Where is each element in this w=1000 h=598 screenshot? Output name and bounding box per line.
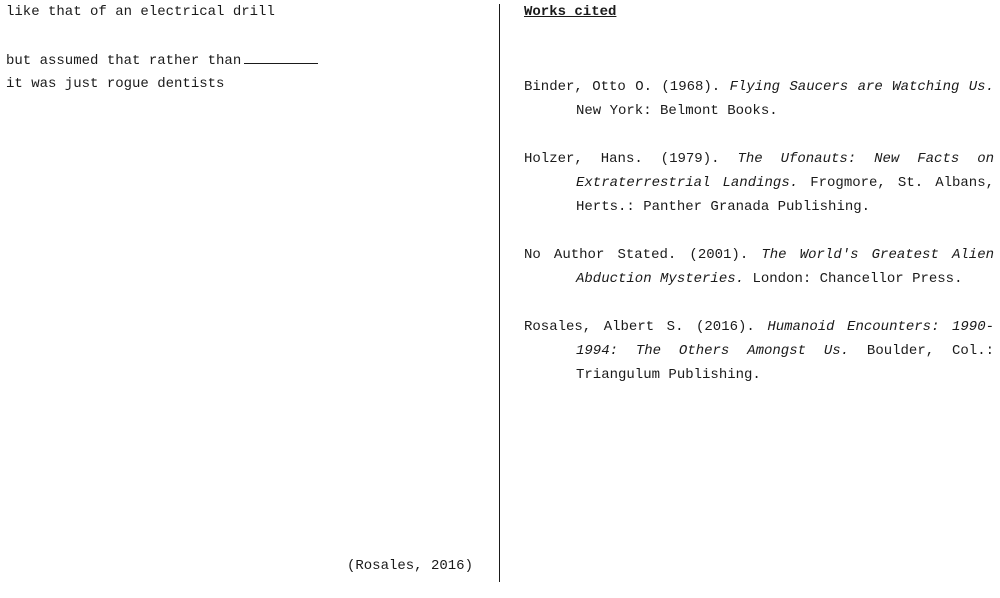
text-line-2-content: but assumed that rather than <box>6 53 242 69</box>
reference-author-year: Binder, Otto O. (1968). <box>524 79 721 95</box>
reference-publisher: London: Chancellor Press. <box>752 271 963 287</box>
reference-title: Flying Saucers are Watching Us. <box>729 79 994 95</box>
reference-title: Humanoid Encounters: 1990-1994: The Others Amongst Us. <box>576 319 995 359</box>
reference-publisher: Boulder, Col.: Triangulum Publishing. <box>576 343 994 383</box>
reference-publisher: Frogmore, St. Albans, Herts.: Panther Granada Publishing. <box>576 175 995 215</box>
reference-entry <box>524 243 994 291</box>
reference-entry <box>524 75 994 123</box>
reference-title: The Ufonauts: New Facts on Extraterrestrial Landings. <box>576 151 994 191</box>
text-line-3: it was just rogue dentists <box>6 76 225 92</box>
fill-in-blank <box>244 51 318 64</box>
reference-title: The World's Greatest Alien Abduction Mysteries. <box>576 247 995 287</box>
reference-entry <box>524 315 994 387</box>
reference-list <box>524 75 994 411</box>
text-line-2 <box>6 51 318 70</box>
reference-author-year: Holzer, Hans. (1979). <box>524 151 720 167</box>
works-cited-heading: Works cited <box>524 4 617 20</box>
reference-publisher: New York: Belmont Books. <box>576 103 778 119</box>
text-line-1: like that of an electrical drill <box>6 4 275 20</box>
reference-entry <box>524 147 994 219</box>
in-text-citation: (Rosales, 2016) <box>346 558 473 574</box>
column-divider <box>499 4 500 582</box>
left-pane <box>0 0 499 598</box>
reference-author-year: No Author Stated. (2001). <box>524 247 749 263</box>
reference-author-year: Rosales, Albert S. (2016). <box>524 319 755 335</box>
right-pane <box>524 0 994 598</box>
